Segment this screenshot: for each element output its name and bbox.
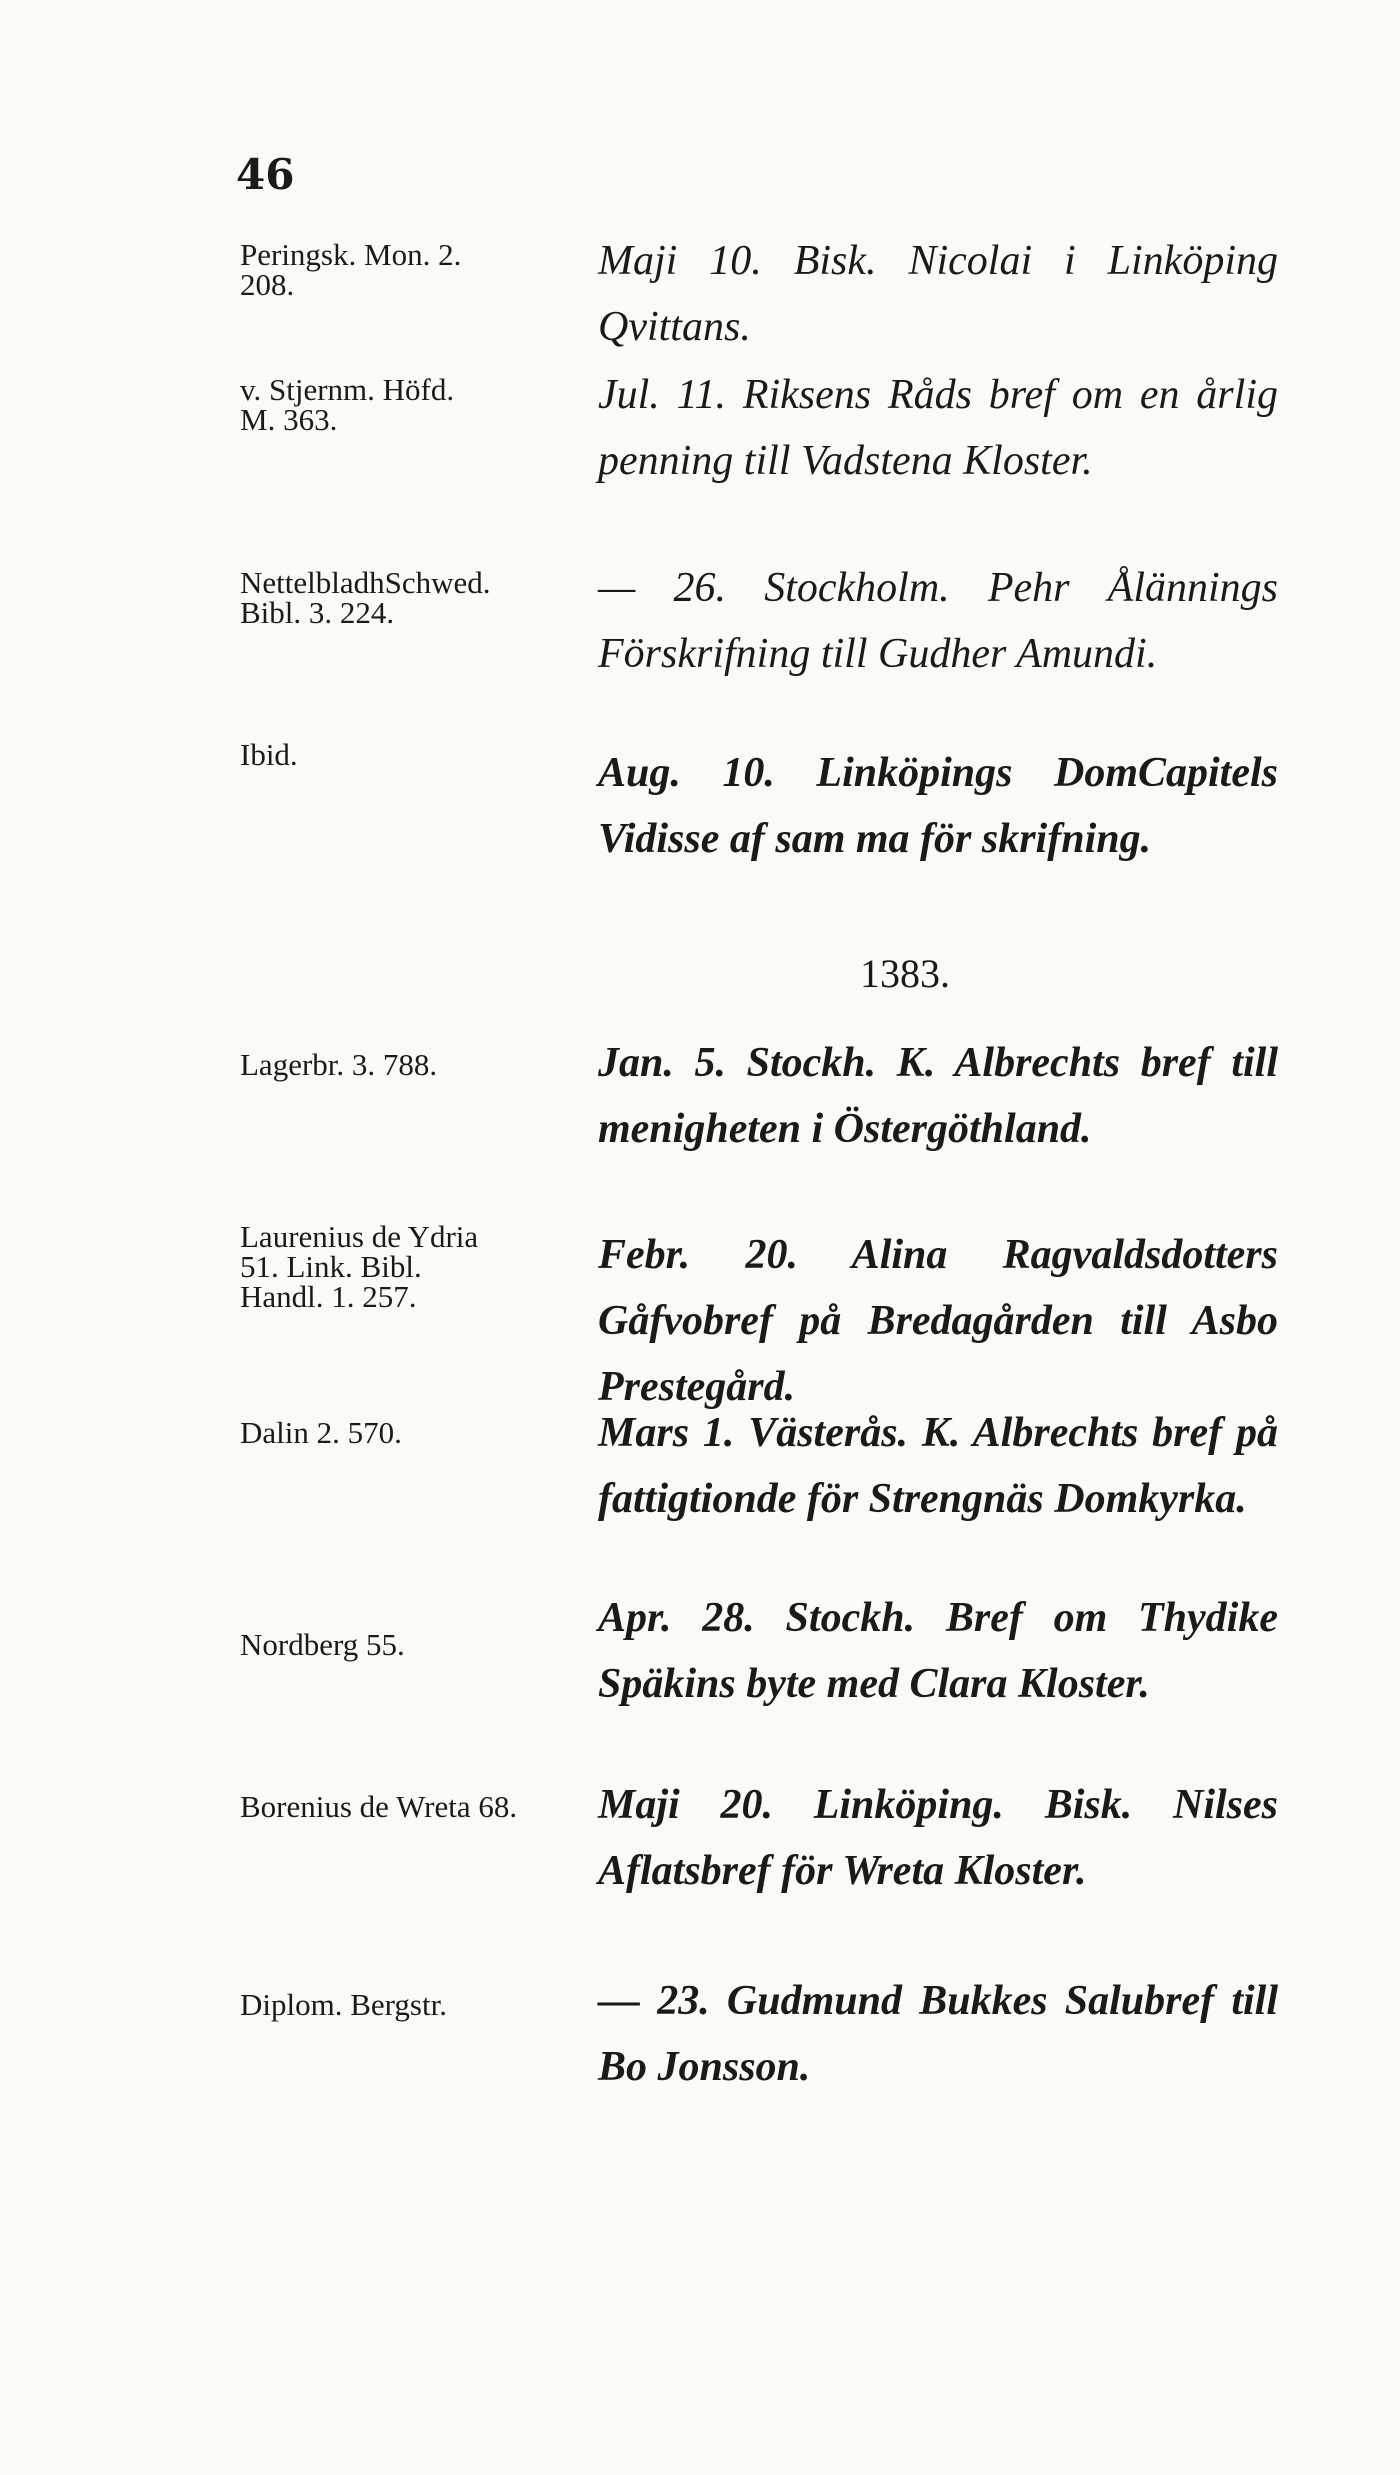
page-number: 46 [236,150,295,199]
entry-text: Aug. 10. Linköpings DomCapitels Vidisse af sam ma för skrifning. [598,750,1278,862]
source-reference: Nordberg 55. [240,1627,405,1662]
source-reference: NettelbladhSchwed. Bibl. 3. 224. [240,565,491,630]
entry-text: Maji 10. Bisk. Nicolai i Linköping Qvittans. [598,238,1278,350]
source-reference: Borenius de Wreta 68. [240,1789,518,1824]
entry-text: Maji 20. Linköping. Bisk. Nilses Aflatsbref för Wreta Kloster. [598,1782,1278,1894]
source-reference: Laurenius de Ydria 51. Link. Bibl. Handl. 1. 257. [240,1219,479,1314]
entry-text: Febr. 20. Alina Ragvaldsdotters Gåfvobref på Bredagården till Asbo Prestegård. [598,1232,1278,1410]
entry-text: Jan. 5. Stockh. K. Albrechts bref till menigheten i Östergöthland. [598,1040,1278,1152]
entry-text: Jul. 11. Riksens Råds bref om en årlig penning till Vadstena Kloster. [598,372,1278,484]
year-heading: 1383. [860,951,950,996]
entry-text: Apr. 28. Stockh. Bref om Thydike Späkins byte med Clara Kloster. [598,1595,1278,1707]
source-reference: Peringsk. Mon. 2. 208. [240,237,462,302]
entry-text: Mars 1. Västerås. K. Albrechts bref på fattigtionde för Strengnäs Domkyrka. [598,1410,1278,1522]
source-reference: Dalin 2. 570. [240,1415,402,1450]
source-reference: Ibid. [240,737,298,772]
entry-text: — 26. Stockholm. Pehr Ålännings Förskrifning till Gudher Amundi. [598,565,1278,677]
source-reference: v. Stjernm. Höfd. M. 363. [240,372,455,437]
source-reference: Diplom. Bergstr. [240,1987,447,2022]
source-reference: Lagerbr. 3. 788. [240,1047,438,1082]
entry-text: — 23. Gudmund Bukkes Salubref till Bo Jonsson. [598,1978,1278,2090]
